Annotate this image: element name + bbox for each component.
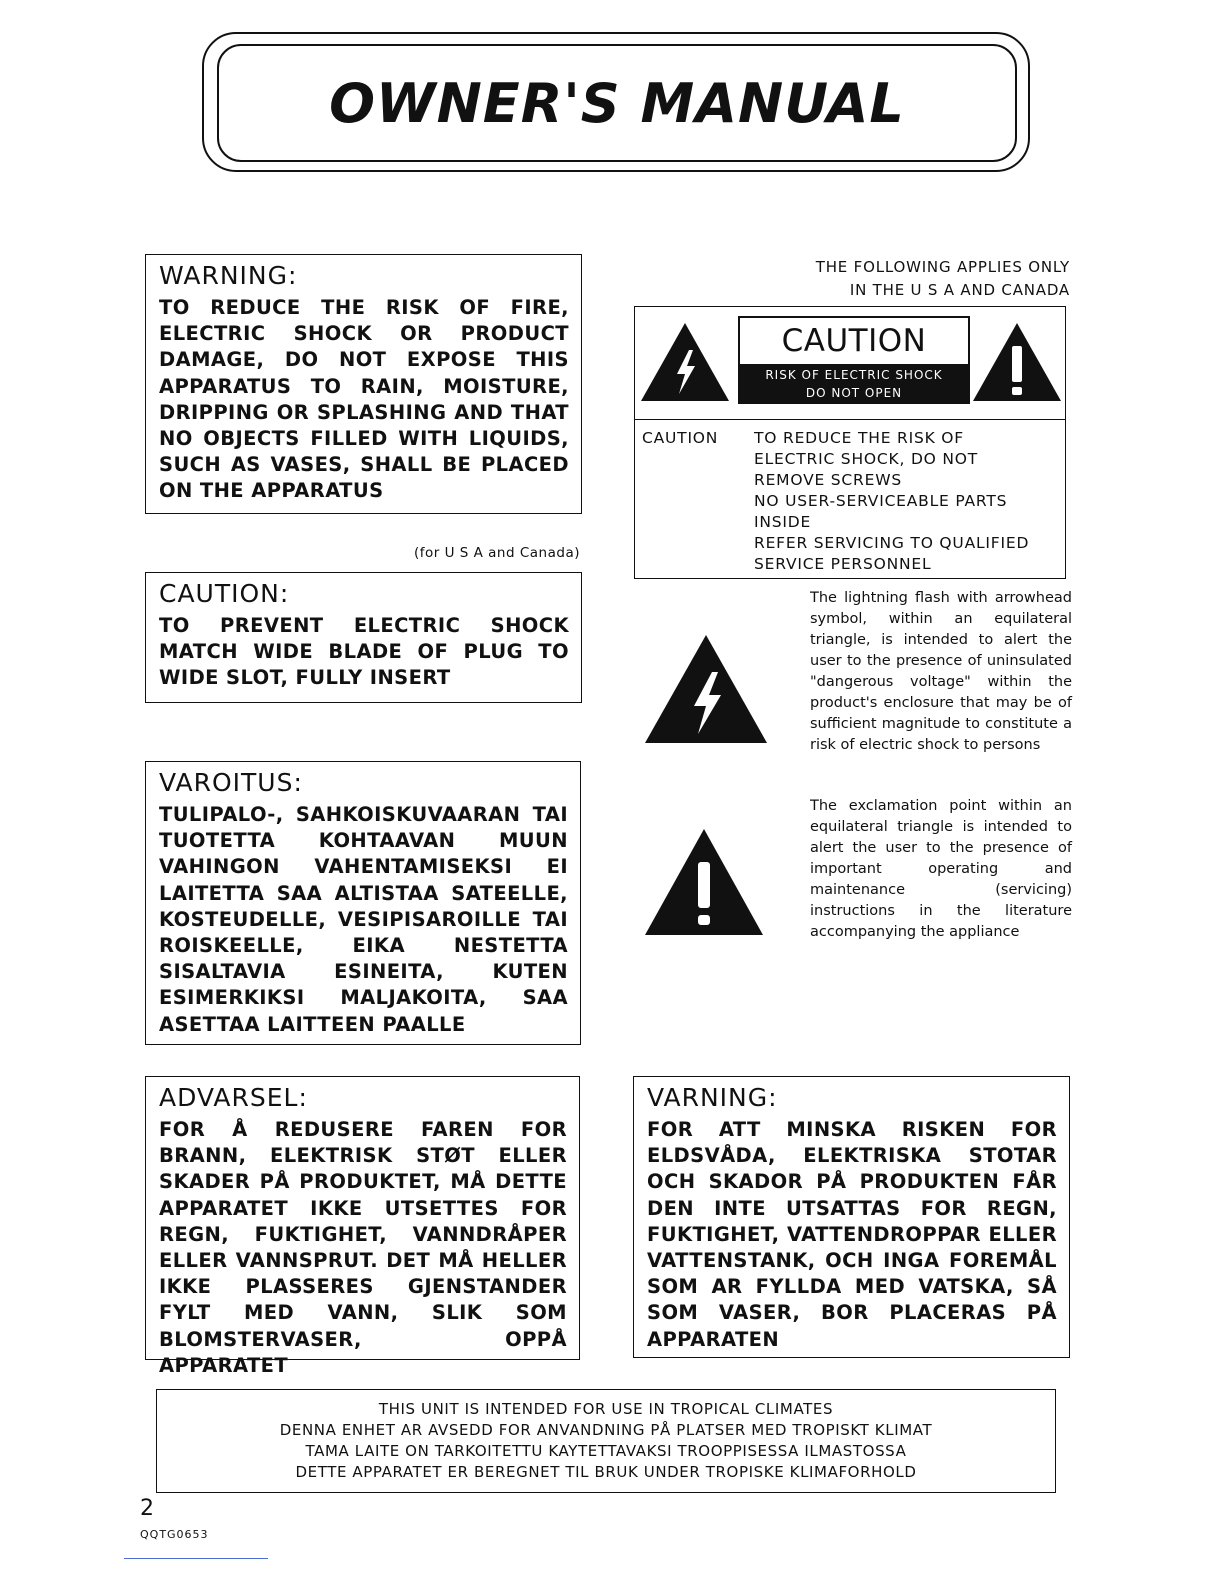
caution-line-1: TO REDUCE THE RISK OF — [754, 429, 965, 447]
caution-label-text — [754, 428, 1062, 575]
caution-plug-heading: CAUTION: — [159, 579, 290, 608]
tropical-line-3: TAMA LAITE ON TARKOITETTU KAYTETTAVAKSI TROOPPISESSA ILMASTOSSA — [305, 1442, 907, 1460]
caution-label-band — [740, 364, 968, 404]
warning-box — [145, 254, 582, 514]
caution-line-6: REFER SERVICING TO QUALIFIED — [754, 534, 1030, 552]
caution-band-line-1: RISK OF ELECTRIC SHOCK — [765, 368, 943, 382]
tropical-line-4: DETTE APPARATET ER BEREGNET TIL BRUK UNDER TROPISKE KLIMAFORHOLD — [295, 1463, 917, 1481]
varoitus-heading: VAROITUS: — [159, 768, 303, 797]
title-banner — [217, 44, 1017, 162]
tropical-line-2: DENNA ENHET AR AVSEDD FOR ANVANDNING PÅ PLATSER MED TROPISKT KLIMAT — [279, 1421, 933, 1439]
warning-text: TO REDUCE THE RISK OF FIRE, ELECTRIC SHOCK OR PRODUCT DAMAGE, DO NOT EXPOSE THIS APPARATUS TO RAIN, MOISTURE, DRIPPING OR SPLASHING AND THAT NO OBJECTS FILLED WITH LIQUIDS, SUCH AS VASES, SHALL BE PLACED ON THE APPARATUS — [159, 296, 569, 503]
caution-band-line-2: DO NOT OPEN — [805, 386, 903, 400]
caution-line-4: NO USER-SERVICEABLE PARTS — [754, 492, 1008, 510]
lightning-warning-icon — [638, 320, 732, 404]
caution-label-title: CAUTION — [781, 323, 927, 359]
footer-rule — [124, 1558, 268, 1559]
tropical-box — [156, 1389, 1056, 1493]
varning-heading: VARNING: — [647, 1083, 778, 1112]
applies-note — [700, 256, 1070, 302]
warning-heading: WARNING: — [159, 261, 298, 290]
applies-line-1: THE FOLLOWING APPLIES ONLY — [815, 258, 1070, 276]
exclamation-symbol-icon — [642, 826, 766, 938]
applies-line-2: IN THE U S A AND CANADA — [849, 281, 1070, 299]
caution-line-3: REMOVE SCREWS — [754, 471, 902, 489]
page-number: 2 — [140, 1496, 154, 1521]
lightning-description: The lightning flash with arrowhead symbol, within an equilateral triangle, is intended to alert the user to the presence of uninsulated "dangerous voltage" within the product's enclosure that may be of sufficient magnitude to constitute a risk of electric shock to persons — [810, 590, 1072, 753]
caution-line-7: SERVICE PERSONNEL — [754, 555, 932, 573]
varning-text: FOR ATT MINSKA RISKEN FOR ELDSVÅDA, ELEKTRISKA STOTAR OCH SKADOR PÅ PRODUKTEN FÅR DEN INTE UTSATTAS FOR REGN, FUKTIGHET, VATTENDROPPAR ELLER VATTENSTANK, OCH INGA FOREMÅL SOM AR FYLLDA MED VATSKA, SÅ SOM VASER, BOR PLACERAS PÅ APPARATEN — [647, 1118, 1057, 1351]
varning-box — [633, 1076, 1070, 1358]
page-title: OWNER'S MANUAL — [329, 71, 905, 135]
tropical-line-1: THIS UNIT IS INTENDED FOR USE IN TROPICAL CLIMATES — [378, 1400, 834, 1418]
document-id: QQTG0653 — [140, 1528, 209, 1541]
advarsel-heading: ADVARSEL: — [159, 1083, 308, 1112]
exclamation-warning-icon — [970, 320, 1064, 404]
usa-canada-note: (for U S A and Canada) — [413, 545, 580, 561]
caution-line-2: ELECTRIC SHOCK, DO NOT — [754, 450, 979, 468]
caution-line-5: INSIDE — [754, 513, 812, 531]
varoitus-box — [145, 761, 581, 1045]
advarsel-text: FOR Å REDUSERE FAREN FOR BRANN, ELEKTRISK STØT ELLER SKADER PÅ PRODUKTET, MÅ DETTE APPARATET IKKE UTSETTES FOR REGN, FUKTIGHET, VANNDRÅPER ELLER VANNSPRUT. DET MÅ HELLER IKKE PLASSERES GJENSTANDER FYLT MED VANN, SLIK SOM BLOMSTERVASER, OPPÅ APPARATET — [159, 1118, 567, 1377]
lightning-symbol-icon — [642, 632, 770, 746]
varoitus-text: TULIPALO-, SAHKOISKUVAARAN TAI TUOTETTA KOHTAAVAN MUUN VAHINGON VAHENTAMISEKSI EI LAITETTA SAA ALTISTAA SATEELLE, KOSTEUDELLE, VESIPISAROILLE TAI ROISKEELLE, EIKA NESTETTA SISALTAVIA ESINEITA, KUTEN ESIMERKIKSI MALJAKOITA, SAA ASETTAA LAITTEEN PAALLE — [159, 803, 568, 1036]
caution-label-left-label: CAUTION — [642, 429, 719, 447]
caution-plug-box — [145, 572, 582, 703]
exclamation-description: The exclamation point within an equilateral triangle is intended to alert the user to the presence of important operating and maintenance (servicing) instructions in the literature accompanying the appliance — [810, 798, 1072, 940]
advarsel-box — [145, 1076, 580, 1377]
caution-label-center — [738, 316, 970, 404]
caution-plug-text: TO PREVENT ELECTRIC SHOCK MATCH WIDE BLADE OF PLUG TO WIDE SLOT, FULLY INSERT — [159, 614, 569, 690]
caution-label-divider — [634, 419, 1066, 420]
